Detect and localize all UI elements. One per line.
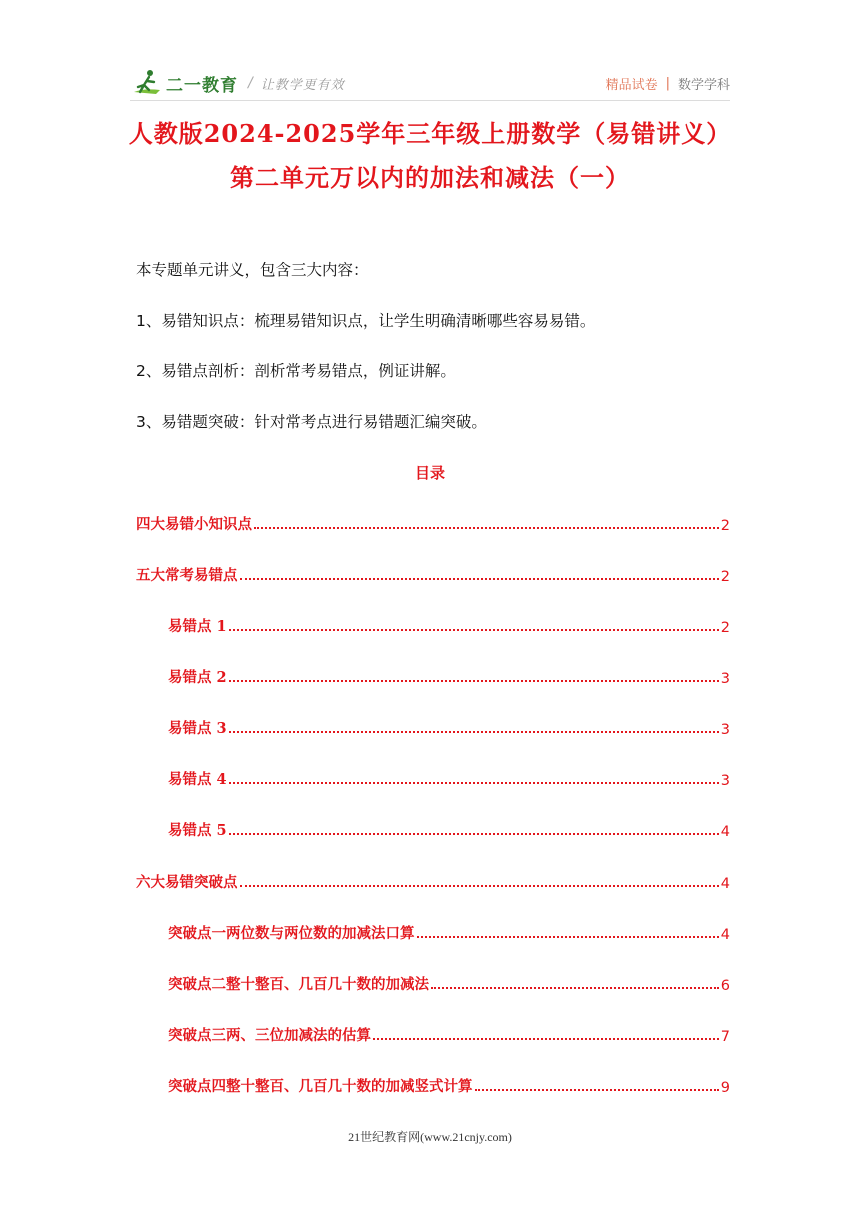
toc-entry-page: 4: [720, 927, 730, 943]
toc-entry[interactable]: [168, 716, 730, 738]
header-divider: [130, 100, 730, 101]
toc-leader-dots: [254, 526, 719, 529]
toc-entry-label: 突破点四整十整百、几百几十数的加减竖式计算: [168, 1078, 473, 1095]
header-tag-premium: 精品试卷: [605, 77, 658, 93]
intro-line: 3、易错题突破：针对常考点进行易错题汇编突破。: [136, 413, 487, 431]
page-header: [130, 66, 730, 100]
header-right: [606, 66, 730, 100]
toc-entry-label: 易错点 5: [168, 822, 227, 839]
toc-leader-dots: [229, 832, 719, 835]
toc-leader-dots: [373, 1037, 719, 1040]
page-footer: 21世纪教育网(www.21cnjy.com): [348, 1130, 512, 1144]
toc-entry-page: 2: [720, 620, 730, 636]
runner-logo-icon: [130, 68, 164, 98]
doc-subtitle: 第二单元万以内的加法和减法（一）: [230, 163, 630, 192]
toc-leader-dots: [229, 730, 719, 733]
toc-entry-page: 3: [720, 722, 730, 738]
header-tag-subject: 数学学科: [677, 77, 730, 93]
toc-entry-label: 易错点 2: [168, 669, 227, 686]
toc-entry-page: 2: [720, 569, 730, 585]
toc-entry[interactable]: [168, 1023, 730, 1045]
doc-title: 人教版2024-2025学年三年级上册数学（易错讲义）: [128, 119, 732, 148]
toc-entry-label: 四大易错小知识点: [136, 516, 252, 533]
toc-entry-page: 2: [720, 518, 730, 534]
toc-entry-label: 突破点二整十整百、几百几十数的加减法: [168, 976, 429, 993]
toc-entry-label: 五大常考易错点: [136, 567, 238, 584]
toc-leader-dots: [229, 628, 719, 631]
toc-leader-dots: [240, 577, 719, 580]
toc-entry-label: 突破点三两、三位加减法的估算: [168, 1027, 371, 1044]
intro-line: 1、易错知识点：梳理易错知识点，让学生明确清晰哪些容易易错。: [136, 312, 596, 330]
toc-entry-label: 突破点一两位数与两位数的加减法口算: [168, 925, 415, 942]
slogan: 让教学更有效: [260, 77, 345, 93]
toc-entry-page: 4: [720, 876, 730, 892]
toc-leader-dots: [229, 781, 719, 784]
intro-line: 2、易错点剖析：剖析常考易错点，例证讲解。: [136, 362, 456, 380]
toc-entry-label: 六大易错突破点: [136, 874, 238, 891]
toc-entry-page: 6: [720, 978, 730, 994]
toc-entry[interactable]: [136, 870, 730, 892]
toc-entry[interactable]: [168, 767, 730, 789]
toc-entry-label: 易错点 1: [168, 618, 227, 635]
logo-text: 二一教育: [166, 75, 238, 96]
toc-leader-dots: [240, 884, 719, 887]
toc-leader-dots: [431, 986, 719, 989]
toc-entry[interactable]: [168, 614, 730, 636]
toc-entry-page: 7: [720, 1029, 730, 1045]
toc-entry[interactable]: [136, 512, 730, 534]
toc-entry-page: 3: [720, 773, 730, 789]
toc-leader-dots: [417, 935, 719, 938]
toc-leader-dots: [475, 1088, 719, 1091]
toc-title: 目录: [414, 464, 445, 482]
toc-entry-page: 3: [720, 671, 730, 687]
toc-entry[interactable]: [168, 1074, 730, 1096]
toc-entry[interactable]: [168, 665, 730, 687]
toc-entry-label: 易错点 4: [168, 771, 227, 788]
toc-entry[interactable]: [168, 921, 730, 943]
toc-entry[interactable]: [168, 972, 730, 994]
toc-leader-dots: [229, 679, 719, 682]
logo: [130, 66, 345, 100]
toc-entry[interactable]: [168, 818, 730, 840]
toc-entry[interactable]: [136, 563, 730, 585]
header-separator: |: [665, 75, 670, 91]
toc-entry-page: 9: [720, 1080, 730, 1096]
toc-entry-label: 易错点 3: [168, 720, 227, 737]
toc-entry-page: 4: [720, 824, 730, 840]
intro-line: 本专题单元讲义，包含三大内容：: [136, 261, 369, 279]
slogan-divider: /: [248, 75, 253, 91]
